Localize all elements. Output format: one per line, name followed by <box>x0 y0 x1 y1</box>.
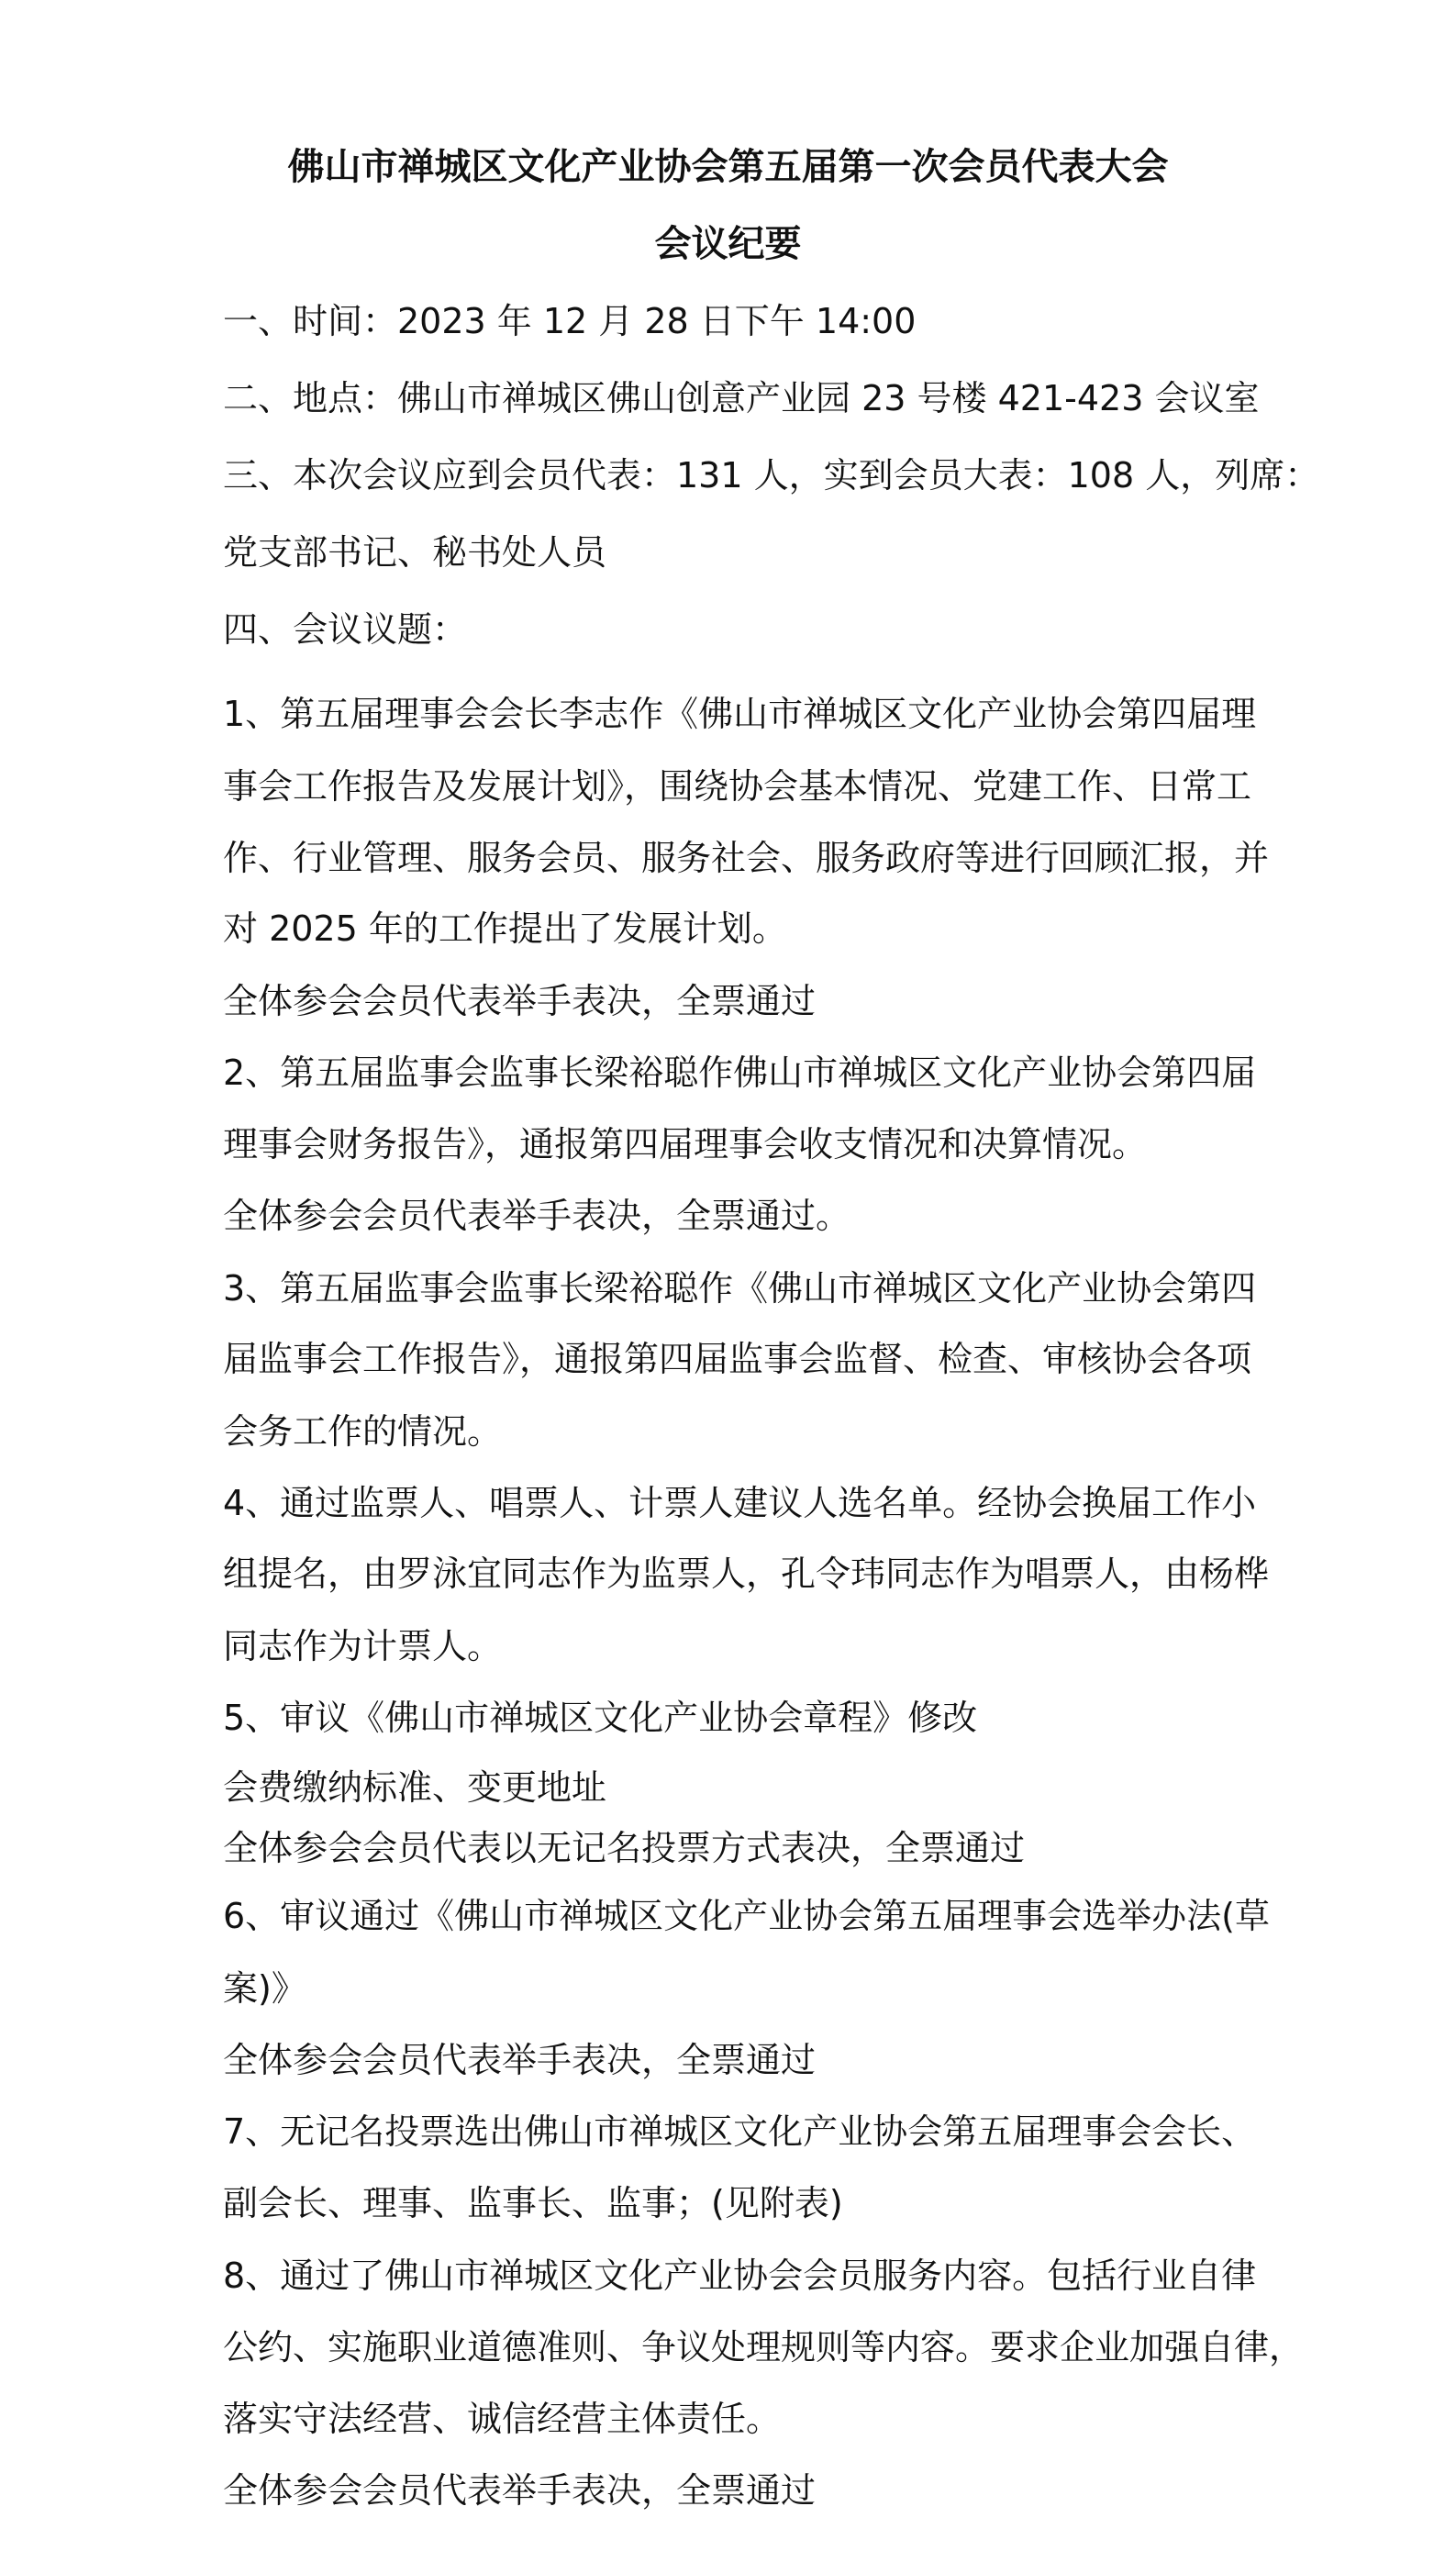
agenda-item-5-line: 会费缴纳标准、变更地址 <box>223 1767 607 1808</box>
document-title: 佛山市禅城区文化产业协会第五届第一次会员代表大会 <box>287 146 1169 188</box>
agenda-item-4-line: 组提名，由罗泳宜同志作为监票人，孔令玮同志作为唱票人，由杨桦 <box>223 1554 1270 1594</box>
vote-result-line: 全体参会会员代表举手表决，全票通过 <box>223 981 817 1021</box>
vote-result-line: 全体参会会员代表以无记名投票方式表决，全票通过 <box>223 1828 1026 1868</box>
document-subtitle: 会议纪要 <box>654 223 802 265</box>
agenda-item-4-line: 4、通过监票人、唱票人、计票人建议人选名单。经协会换届工作小 <box>223 1483 1257 1523</box>
vote-result-line: 全体参会会员代表举手表决，全票通过 <box>223 2470 817 2511</box>
agenda-item-3-line: 届监事会工作报告》，通报第四届监事会监督、检查、审核协会各项 <box>223 1339 1252 1379</box>
agenda-item-2-line: 理事会财务报告》，通报第四届理事会收支情况和决算情况。 <box>223 1124 1148 1164</box>
agenda-item-7-line: 副会长、理事、监事长、监事；(见附表) <box>223 2183 843 2223</box>
vote-result-line: 全体参会会员代表举手表决，全票通过 <box>223 2040 817 2080</box>
agenda-item-1-line: 事会工作报告及发展计划》，围绕协会基本情况、党建工作、日常工 <box>223 766 1252 807</box>
agenda-item-6-line: 6、审议通过《佛山市禅城区文化产业协会第五届理事会选举办法(草 <box>223 1896 1271 1936</box>
agenda-item-1-line: 作、行业管理、服务会员、服务社会、服务政府等进行回顾汇报，并 <box>223 838 1270 878</box>
agenda-item-8-line: 8、通过了佛山市禅城区文化产业协会会员服务内容。包括行业自律 <box>223 2256 1257 2296</box>
vote-result-line: 全体参会会员代表举手表决，全票通过。 <box>223 1196 851 1236</box>
meeting-time-line: 一、时间：2023 年 12 月 28 日下午 14:00 <box>223 301 917 341</box>
attendance-line-cont: 党支部书记、秘书处人员 <box>223 532 607 573</box>
agenda-item-5-line: 5、审议《佛山市禅城区文化产业协会章程》修改 <box>223 1698 978 1738</box>
agenda-item-3-line: 会务工作的情况。 <box>223 1411 503 1452</box>
agenda-item-3-line: 3、第五届监事会监事长梁裕聪作《佛山市禅城区文化产业协会第四 <box>223 1268 1257 1309</box>
agenda-item-4-line: 同志作为计票人。 <box>223 1626 503 1666</box>
meeting-location-line: 二、地点：佛山市禅城区佛山创意产业园 23 号楼 421-423 会议室 <box>223 378 1260 418</box>
agenda-item-1-line: 1、第五届理事会会长李志作《佛山市禅城区文化产业协会第四届理 <box>223 694 1257 734</box>
agenda-item-2-line: 2、第五届监事会监事长梁裕聪作佛山市禅城区文化产业协会第四届 <box>223 1053 1257 1093</box>
attendance-line: 三、本次会议应到会员代表：131 人，实到会员大表：108 人，列席： <box>223 455 1320 496</box>
agenda-item-1-line: 对 2025 年的工作提出了发展计划。 <box>223 908 787 949</box>
agenda-item-6-line: 案)》 <box>223 1968 306 2009</box>
agenda-heading: 四、会议议题： <box>223 609 468 650</box>
agenda-item-7-line: 7、无记名投票选出佛山市禅城区文化产业协会第五届理事会会长、 <box>223 2111 1257 2152</box>
agenda-item-8-line: 公约、实施职业道德准则、争议处理规则等内容。要求企业加强自律， <box>223 2327 1305 2367</box>
agenda-item-8-line: 落实守法经营、诚信经营主体责任。 <box>223 2399 782 2439</box>
